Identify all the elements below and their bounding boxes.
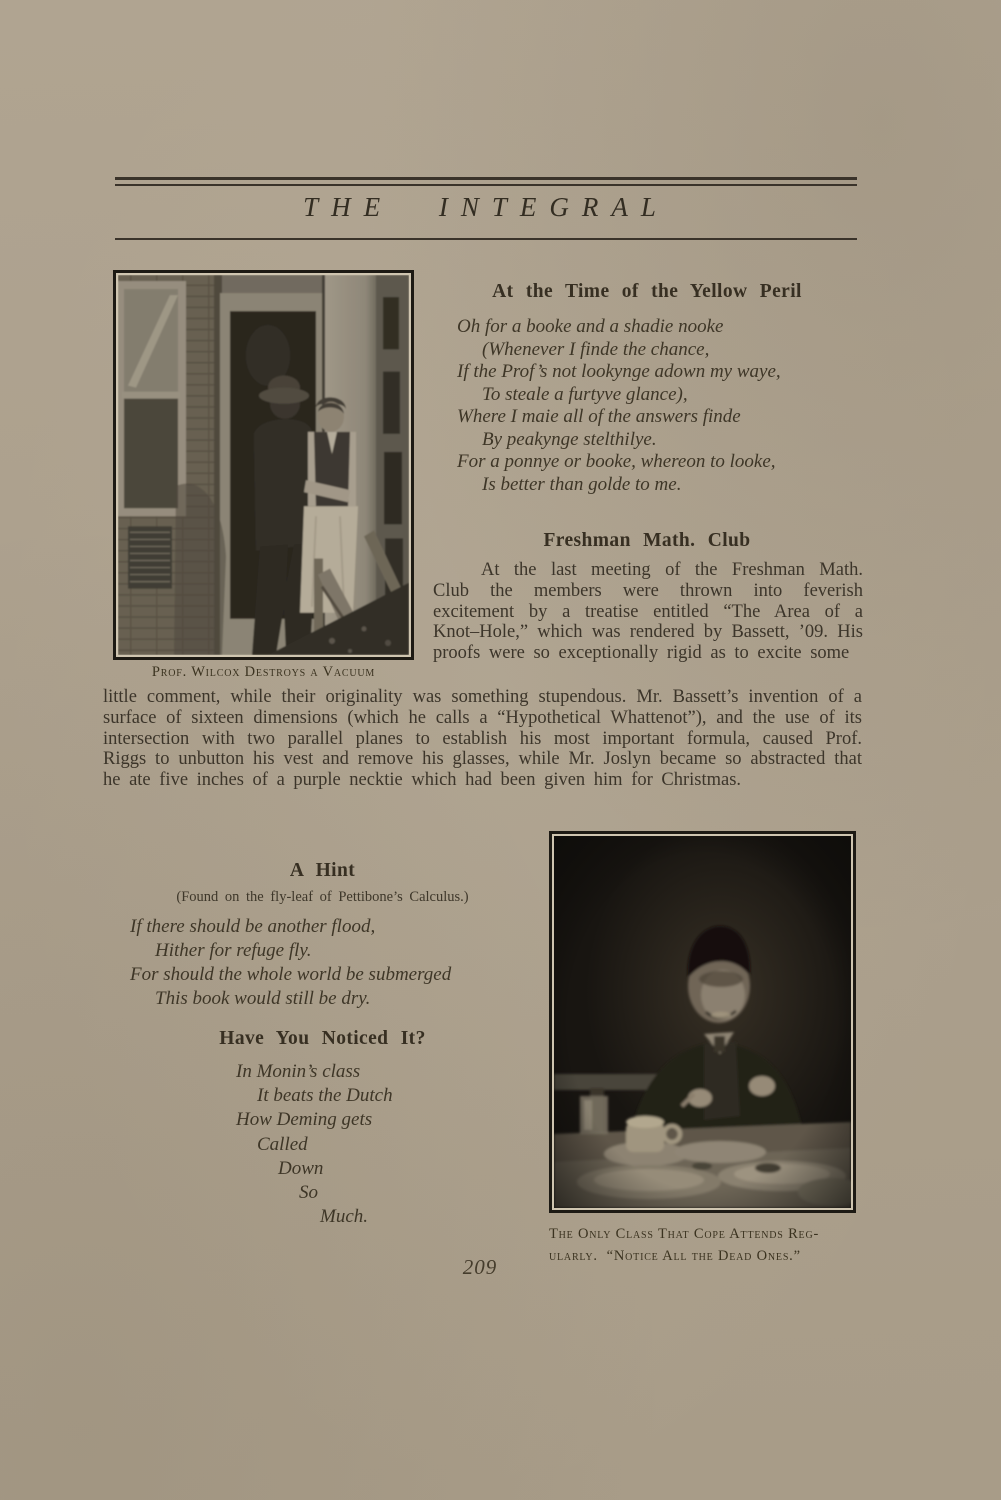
poem-line: If there should be another flood, [130, 916, 376, 937]
doorway-photo-illustration [118, 275, 409, 655]
a-hint-heading: A Hint [289, 860, 356, 881]
yellow-peril-poem [457, 316, 781, 496]
poem-line: How Deming gets [236, 1109, 373, 1131]
dining-table-photo-illustration [554, 836, 851, 1208]
poem-line: Called [257, 1133, 308, 1155]
a-hint-note: (Found on the fly-leaf of Pettibone’s Calculus.) [176, 889, 469, 905]
poem-line: In Monin’s class [236, 1061, 361, 1082]
poem-line: To steale a furtyve glance), [482, 383, 688, 405]
poem-line: It beats the Dutch [257, 1085, 393, 1107]
page-title: THE INTEGRAL [303, 192, 669, 222]
doorway-photo-caption: Prof. Wilcox Destroys a Vacuum [151, 664, 376, 680]
poem-line: For should the whole world be submerged [130, 964, 452, 985]
poem-line: Hither for refuge fly. [155, 940, 312, 961]
poem-line: This book would still be dry. [155, 988, 371, 1009]
poem-line: Is better than golde to me. [482, 473, 682, 495]
poem-line: So [299, 1182, 318, 1204]
have-you-noticed-heading: Have You Noticed It? [219, 1028, 426, 1049]
caption-line-2: ularly. “Notice All the Dead Ones.” [549, 1248, 801, 1264]
have-you-noticed-poem [236, 1060, 393, 1229]
poem-line: If the Prof’s not lookynge adown my waye, [457, 361, 781, 382]
poem-line: Down [278, 1157, 324, 1179]
poem-line: By peakynge stelthilye. [482, 428, 657, 450]
poem-line: For a ponnye or booke, whereon to looke, [457, 451, 776, 472]
page-number: 209 [462, 1255, 498, 1279]
poem-line: (Whenever I finde the chance, [482, 338, 710, 360]
freshman-math-club-heading: Freshman Math. Club [543, 530, 751, 551]
doorway-photo [113, 270, 414, 660]
freshman-math-club-paragraph-column: At the last meeting of the Freshman Math. Club the members were thrown into feverish excitement by a treatise entitled “The Area of a Knot–Hole,” which was rendered by Bassett, ’09. His proofs were so exceptionally rigid as to excite some [433, 560, 863, 664]
masthead-rule-thin [115, 184, 857, 186]
a-hint-poem [130, 915, 451, 1011]
poem-line: Where I maie all of the answers finde [457, 406, 741, 427]
masthead-rule-bottom [115, 238, 857, 240]
poem-line: Much. [320, 1206, 369, 1228]
masthead-rule-thick [115, 177, 857, 180]
caption-line-1: The Only Class That Cope Attends Reg- [549, 1226, 820, 1242]
yellow-peril-heading: At the Time of the Yellow Peril [492, 281, 802, 302]
poem-line: Oh for a booke and a shadie nooke [457, 316, 724, 337]
freshman-math-club-paragraph-full: little comment, while their originality was something stupendous. Mr. Bassett’s invention of a surface of sixteen dimensions (which he calls a “Hypothetical Whattenot”), and the use of its intersection with two parallel planes to establish his most important formula, caused Prof. Riggs to unbutton his vest and remove his glasses, while Mr. Joslyn became so abstracted that he ate five inches of a purple necktie which had been given him for Christmas. [103, 687, 862, 791]
dining-table-photo-caption [549, 1223, 861, 1267]
dining-table-photo [549, 831, 856, 1213]
